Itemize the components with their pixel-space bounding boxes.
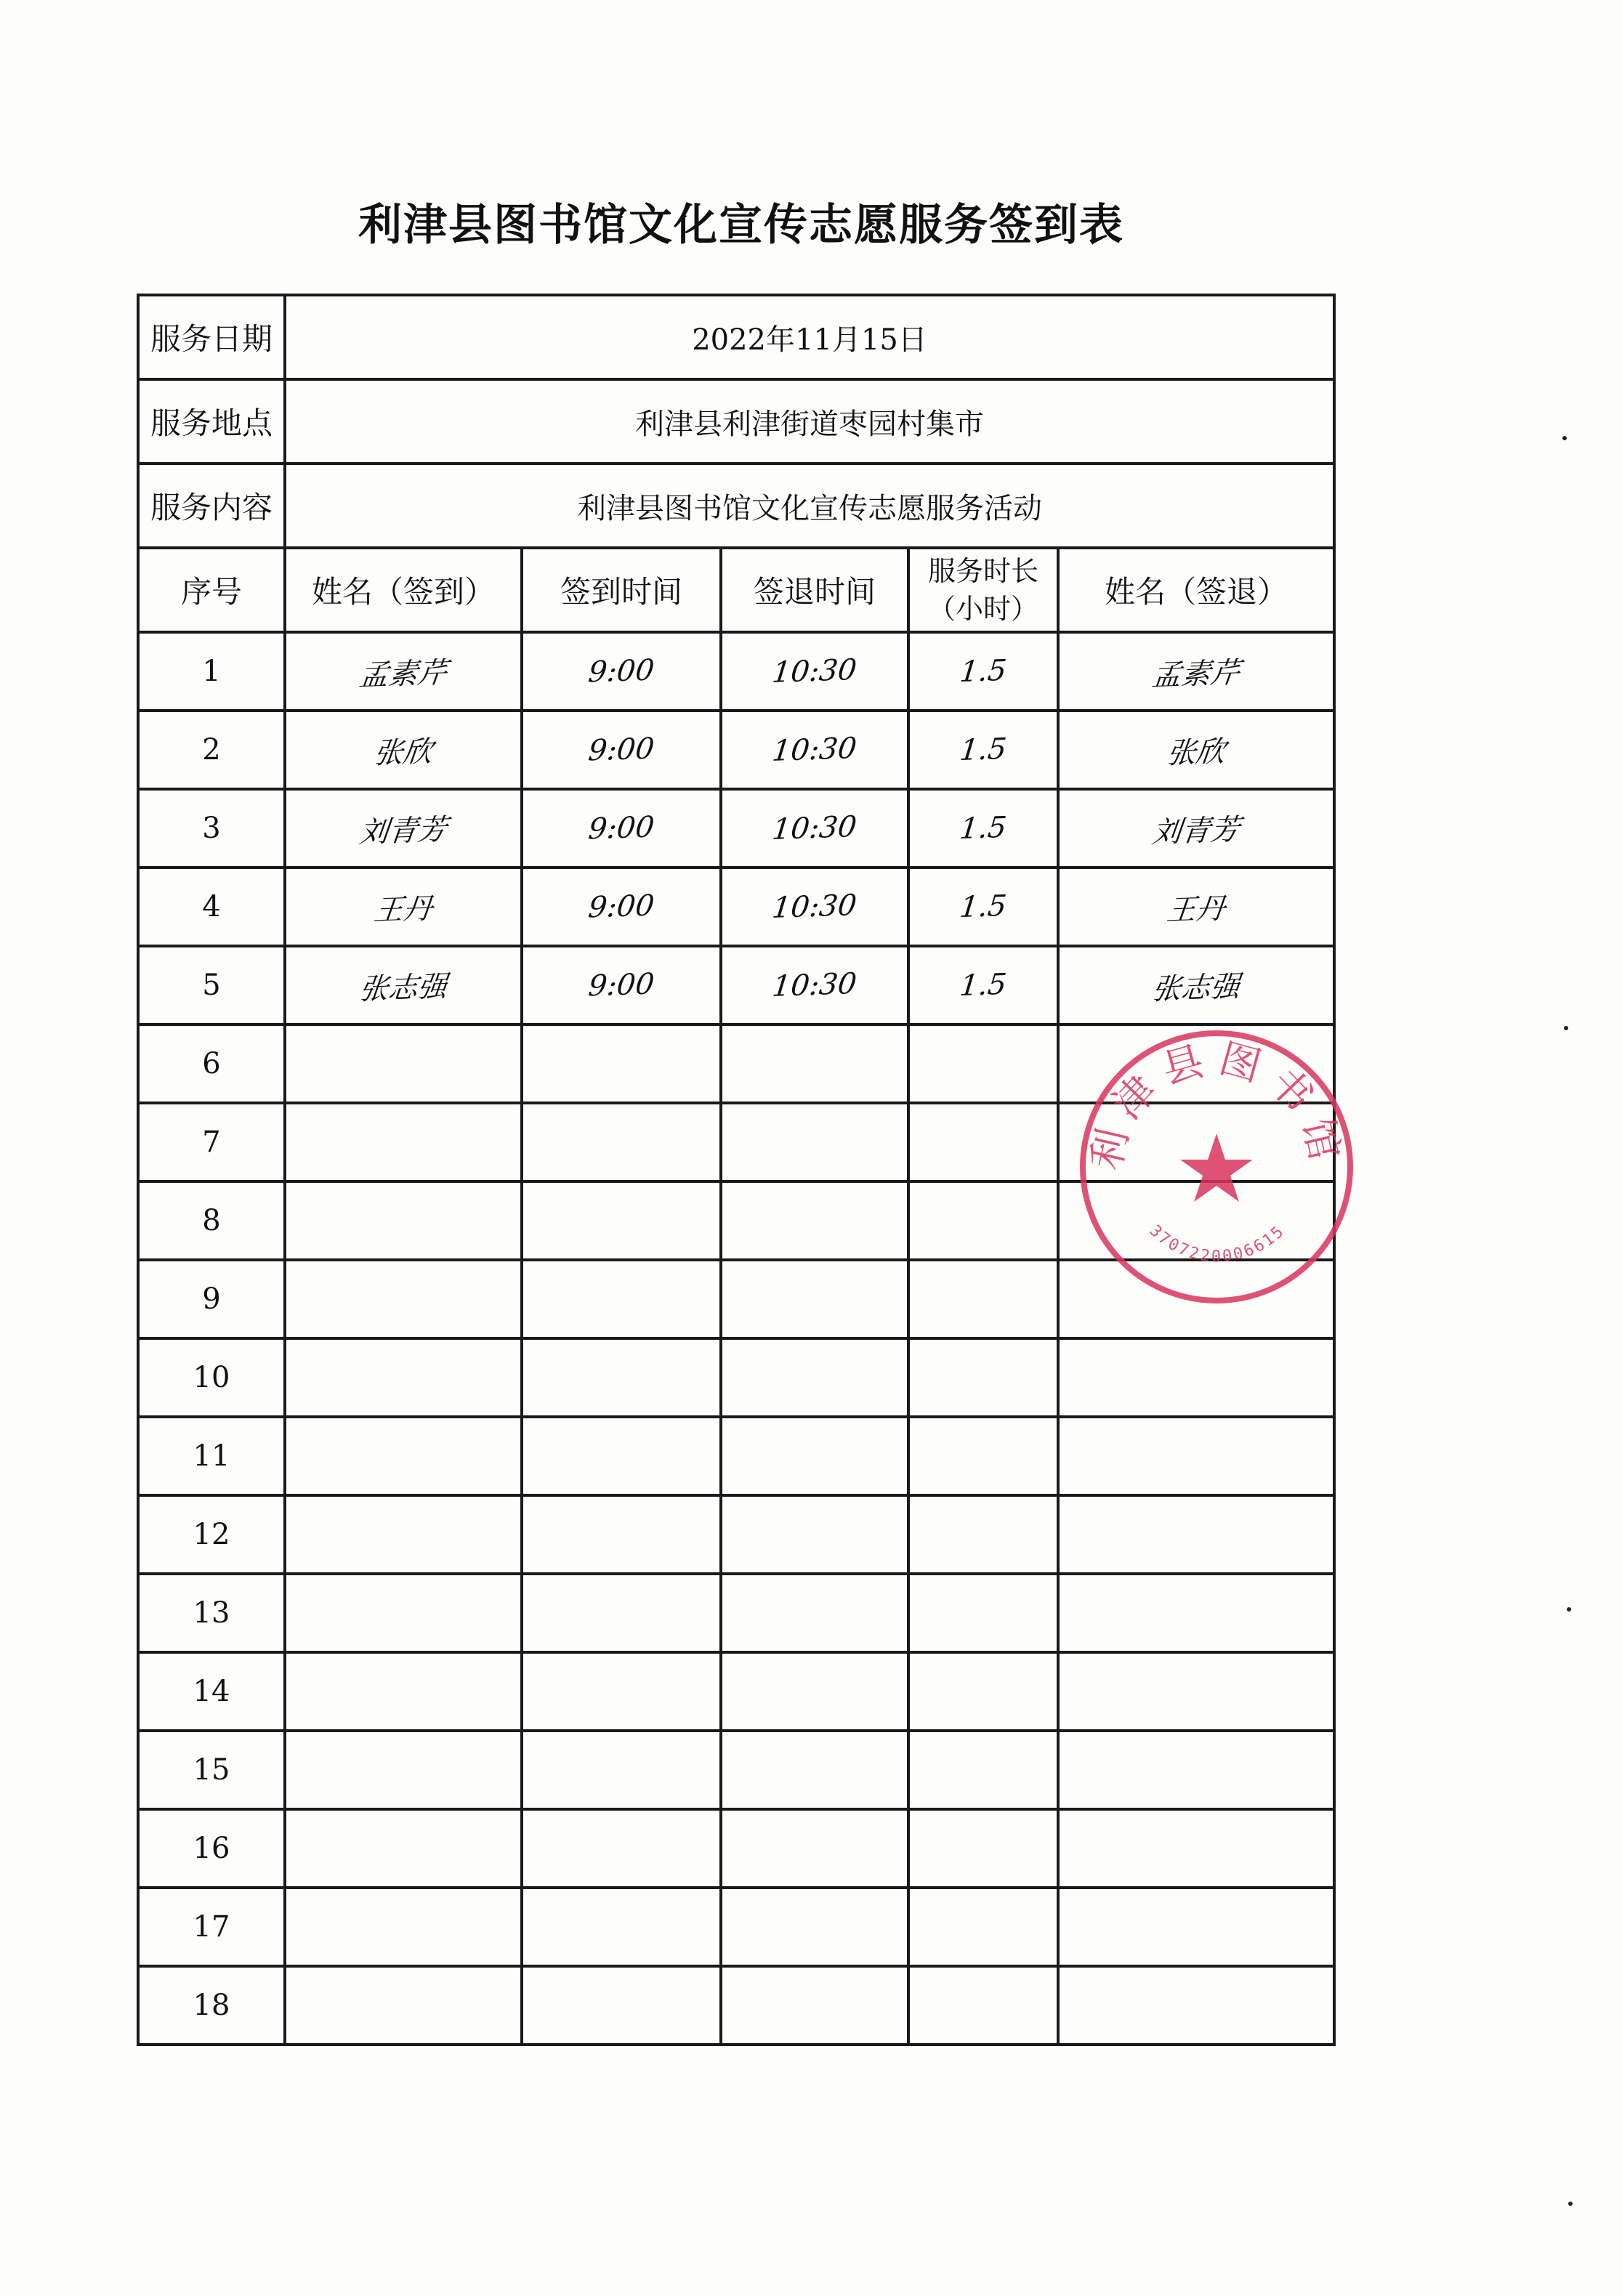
cell-index: 11: [138, 1417, 285, 1495]
info-row-date: [138, 295, 1334, 379]
cell-index: 6: [138, 1024, 285, 1103]
cell-name-out: [1058, 632, 1334, 711]
cell-duration: [908, 1181, 1058, 1260]
handwritten-entry: 9:00: [586, 810, 656, 846]
cell-name-in: [285, 1260, 522, 1338]
cell-duration: [908, 1103, 1058, 1181]
handwritten-entry: 9:00: [586, 889, 656, 925]
cell-duration: [908, 1731, 1058, 1809]
cell-time-out: [721, 1417, 908, 1495]
handwritten-entry: 9:00: [586, 967, 656, 1003]
handwritten-entry: 10:30: [770, 810, 859, 846]
cell-index: 15: [138, 1731, 285, 1809]
header-name-out: 姓名（签退）: [1058, 548, 1334, 632]
cell-name-out: [1058, 1103, 1334, 1181]
handwritten-entry: 9:00: [586, 653, 656, 690]
cell-time-in: [522, 1495, 721, 1574]
table-row: [138, 1338, 1334, 1417]
cell-time-out: [721, 1495, 908, 1574]
handwritten-entry: 1.5: [958, 653, 1009, 690]
cell-name-in: [285, 1024, 522, 1103]
cell-time-in: [522, 1809, 721, 1888]
table-row: [138, 1888, 1334, 1966]
cell-time-in: [522, 1574, 721, 1652]
table-row: [138, 1495, 1334, 1574]
cell-duration: [908, 1260, 1058, 1338]
cell-name-in: [285, 1966, 522, 2045]
cell-time-out: [721, 789, 908, 868]
column-header-row: [138, 548, 1334, 632]
cell-duration: [908, 1809, 1058, 1888]
header-index: 序号: [138, 548, 285, 632]
cell-duration: [908, 1024, 1058, 1103]
service-date: 2022年11月15日: [285, 295, 1334, 379]
table-row: [138, 1260, 1334, 1338]
cell-duration: [908, 1417, 1058, 1495]
cell-time-out: [721, 1260, 908, 1338]
cell-name-in: [285, 1652, 522, 1731]
handwritten-entry: 10:30: [770, 732, 859, 768]
cell-name-out: [1058, 1888, 1334, 1966]
cell-time-in: [522, 868, 721, 946]
cell-time-out: [721, 1652, 908, 1731]
cell-name-out: [1058, 1966, 1334, 2045]
cell-index: 12: [138, 1495, 285, 1574]
scan-speck: [1562, 436, 1567, 440]
handwritten-entry: 王丹: [1165, 892, 1227, 927]
cell-duration: [908, 789, 1058, 868]
cell-duration: [908, 1888, 1058, 1966]
cell-time-out: [721, 1966, 908, 2045]
cell-time-out: [721, 632, 908, 711]
cell-time-in: [522, 1888, 721, 1966]
cell-time-in: [522, 789, 721, 868]
handwritten-entry: 张志强: [1150, 969, 1242, 1006]
info-label: 服务地点: [138, 379, 285, 464]
cell-duration: [908, 1652, 1058, 1731]
info-label: 服务内容: [138, 464, 285, 548]
header-time-out: 签退时间: [721, 548, 908, 632]
cell-index: 3: [138, 789, 285, 868]
scan-speck: [1567, 1607, 1571, 1612]
cell-name-in: [285, 1338, 522, 1417]
cell-name-in: [285, 1417, 522, 1495]
cell-duration: [908, 1495, 1058, 1574]
handwritten-entry: 刘青芳: [1150, 812, 1242, 849]
cell-time-in: [522, 1181, 721, 1260]
handwritten-entry: 张欣: [1165, 735, 1227, 770]
table-row: [138, 1024, 1334, 1103]
service-location: 利津县利津街道枣园村集市: [285, 379, 1334, 464]
table-row: [138, 1809, 1334, 1888]
info-row-content: [138, 464, 1334, 548]
header-name-in: 姓名（签到）: [285, 548, 522, 632]
cell-time-in: [522, 1338, 721, 1417]
cell-name-in: [285, 1809, 522, 1888]
cell-time-in: [522, 632, 721, 711]
table-row: [138, 711, 1334, 789]
cell-duration: [908, 1574, 1058, 1652]
table-row: [138, 632, 1334, 711]
cell-name-out: [1058, 1731, 1334, 1809]
cell-duration: [908, 632, 1058, 711]
handwritten-entry: 张志强: [357, 969, 449, 1006]
cell-index: 14: [138, 1652, 285, 1731]
service-content: 利津县图书馆文化宣传志愿服务活动: [285, 464, 1334, 548]
cell-name-out: [1058, 1338, 1334, 1417]
table-row: [138, 868, 1334, 946]
table-row: [138, 946, 1334, 1024]
cell-index: 18: [138, 1966, 285, 2045]
info-label: 服务日期: [138, 295, 285, 379]
handwritten-entry: 王丹: [372, 892, 435, 927]
handwritten-entry: 孟素芹: [357, 655, 449, 692]
cell-time-out: [721, 1574, 908, 1652]
cell-time-in: [522, 946, 721, 1024]
table-row: [138, 1417, 1334, 1495]
cell-time-out: [721, 1731, 908, 1809]
scan-speck: [1568, 2202, 1573, 2206]
handwritten-entry: 9:00: [586, 732, 656, 768]
table-row: [138, 1731, 1334, 1809]
cell-index: 13: [138, 1574, 285, 1652]
cell-name-in: [285, 632, 522, 711]
cell-time-out: [721, 1809, 908, 1888]
cell-duration: [908, 868, 1058, 946]
page-title: 利津县图书馆文化宣传志愿服务签到表: [358, 200, 1124, 251]
cell-time-in: [522, 1652, 721, 1731]
cell-index: 7: [138, 1103, 285, 1181]
cell-name-in: [285, 1574, 522, 1652]
cell-index: 5: [138, 946, 285, 1024]
table-row: [138, 1574, 1334, 1652]
scan-speck: [1564, 1026, 1568, 1030]
cell-name-in: [285, 1181, 522, 1260]
cell-time-in: [522, 1417, 721, 1495]
cell-time-in: [522, 1103, 721, 1181]
cell-name-out: [1058, 789, 1334, 868]
seal-code: 3707220006615: [1145, 1221, 1289, 1266]
cell-name-in: [285, 868, 522, 946]
cell-time-out: [721, 1024, 908, 1103]
cell-name-in: [285, 1495, 522, 1574]
header-duration: [908, 548, 1058, 632]
cell-name-out: [1058, 1495, 1334, 1574]
table-row: [138, 1652, 1334, 1731]
cell-name-in: [285, 1731, 522, 1809]
cell-name-out: [1058, 711, 1334, 789]
header-time-in: 签到时间: [522, 548, 721, 632]
handwritten-entry: 孟素芹: [1150, 655, 1242, 692]
table-row: [138, 1966, 1334, 2045]
cell-name-in: [285, 946, 522, 1024]
cell-duration: [908, 946, 1058, 1024]
cell-name-in: [285, 711, 522, 789]
cell-index: 2: [138, 711, 285, 789]
cell-index: 1: [138, 632, 285, 711]
handwritten-entry: 10:30: [770, 967, 859, 1003]
cell-index: 10: [138, 1338, 285, 1417]
table-row: [138, 789, 1334, 868]
cell-time-in: [522, 1260, 721, 1338]
cell-name-in: [285, 1103, 522, 1181]
cell-name-out: [1058, 1652, 1334, 1731]
cell-time-in: [522, 1731, 721, 1809]
cell-duration: [908, 711, 1058, 789]
handwritten-entry: 张欣: [372, 735, 435, 770]
cell-time-in: [522, 711, 721, 789]
cell-name-out: [1058, 1260, 1334, 1338]
cell-time-out: [721, 1103, 908, 1181]
cell-name-out: [1058, 1417, 1334, 1495]
table-row: [138, 1181, 1334, 1260]
header-duration-line1: 服务时长: [927, 555, 1038, 587]
handwritten-entry: 10:30: [770, 889, 859, 925]
cell-name-out: [1058, 1809, 1334, 1888]
cell-time-in: [522, 1024, 721, 1103]
cell-time-in: [522, 1966, 721, 2045]
handwritten-entry: 1.5: [958, 889, 1009, 925]
header-duration-line2: （小时）: [927, 593, 1038, 625]
cell-index: 8: [138, 1181, 285, 1260]
cell-duration: [908, 1338, 1058, 1417]
cell-time-out: [721, 868, 908, 946]
cell-duration: [908, 1966, 1058, 2045]
cell-time-out: [721, 1888, 908, 1966]
cell-name-out: [1058, 1181, 1334, 1260]
info-row-location: [138, 379, 1334, 464]
cell-name-in: [285, 789, 522, 868]
handwritten-entry: 刘青芳: [357, 812, 449, 849]
cell-index: 17: [138, 1888, 285, 1966]
sign-in-table: [137, 294, 1336, 2046]
cell-name-out: [1058, 868, 1334, 946]
cell-index: 9: [138, 1260, 285, 1338]
cell-time-out: [721, 1181, 908, 1260]
cell-name-out: [1058, 946, 1334, 1024]
cell-index: 4: [138, 868, 285, 946]
cell-name-out: [1058, 1024, 1334, 1103]
handwritten-entry: 1.5: [958, 967, 1009, 1003]
cell-name-in: [285, 1888, 522, 1966]
cell-time-out: [721, 946, 908, 1024]
table-row: [138, 1103, 1334, 1181]
seal-text: 利津县图书馆: [1082, 1035, 1351, 1175]
handwritten-entry: 1.5: [958, 732, 1009, 768]
cell-time-out: [721, 1338, 908, 1417]
handwritten-entry: 1.5: [958, 810, 1009, 846]
cell-name-out: [1058, 1574, 1334, 1652]
cell-time-out: [721, 711, 908, 789]
cell-index: 16: [138, 1809, 285, 1888]
handwritten-entry: 10:30: [770, 653, 859, 690]
